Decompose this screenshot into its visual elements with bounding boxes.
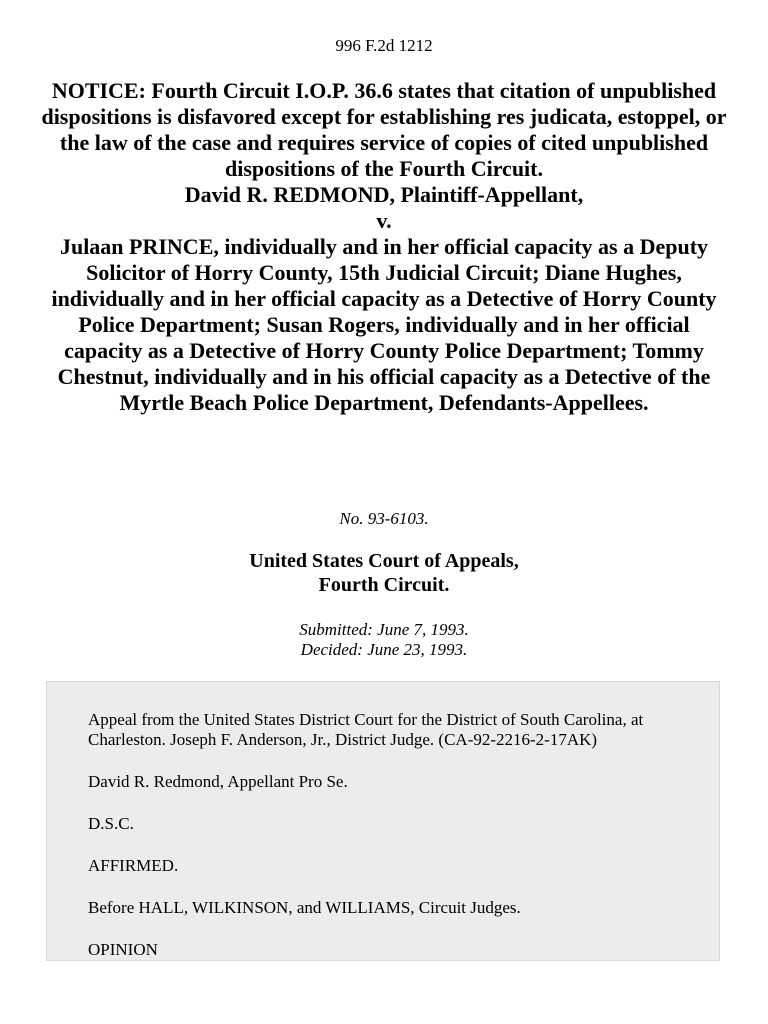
opinion-heading: OPINION bbox=[88, 940, 158, 959]
judges-panel: Before HALL, WILKINSON, and WILLIAMS, Circuit Judges. bbox=[88, 898, 521, 917]
case-details-content bbox=[88, 710, 678, 982]
case-dates bbox=[0, 620, 768, 660]
defendants-text: Julaan PRINCE, individually and in her official capacity as a Deputy Solicitor of Horry County, 15th Judicial Circuit; Diane Hughes, individually and in her official capacity as a Detective of Horry County Police Department; Susan Rogers, individually and in her official capacity as a Detective of Horry County Police Department; Tommy Chestnut, individually and in his official capacity as a Detective of the Myrtle Beach Police Department, Defendants-Appellees. bbox=[51, 234, 717, 415]
case-heading bbox=[40, 78, 728, 416]
appellant-info: David R. Redmond, Appellant Pro Se. bbox=[88, 772, 348, 791]
citation: 996 F.2d 1212 bbox=[335, 36, 433, 55]
disposition: AFFIRMED. bbox=[88, 856, 179, 875]
notice-text: NOTICE: Fourth Circuit I.O.P. 36.6 states that citation of unpublished dispositions is disfavored except for establishing res judicata, estoppel, or the law of the case and requires service of copies of cited unpublished dispositions of the Fourth Circuit. bbox=[41, 78, 727, 181]
court-abbreviation: D.S.C. bbox=[88, 814, 134, 833]
court-name bbox=[0, 549, 768, 597]
case-details-panel bbox=[46, 681, 720, 961]
court-line-1: United States Court of Appeals, bbox=[249, 550, 519, 572]
decided-date: Decided: June 23, 1993. bbox=[300, 640, 468, 659]
docket-number: No. 93-6103. bbox=[339, 509, 429, 528]
versus-line: v. bbox=[376, 208, 392, 233]
court-line-2: Fourth Circuit. bbox=[318, 574, 450, 596]
plaintiff-line: David R. REDMOND, Plaintiff-Appellant, bbox=[184, 182, 584, 207]
appeal-info: Appeal from the United States District Court for the District of South Carolina, at Charleston. Joseph F. Anderson, Jr., District Judge. (CA-92-2216-2-17AK) bbox=[88, 710, 644, 749]
submitted-date: Submitted: June 7, 1993. bbox=[299, 620, 469, 639]
